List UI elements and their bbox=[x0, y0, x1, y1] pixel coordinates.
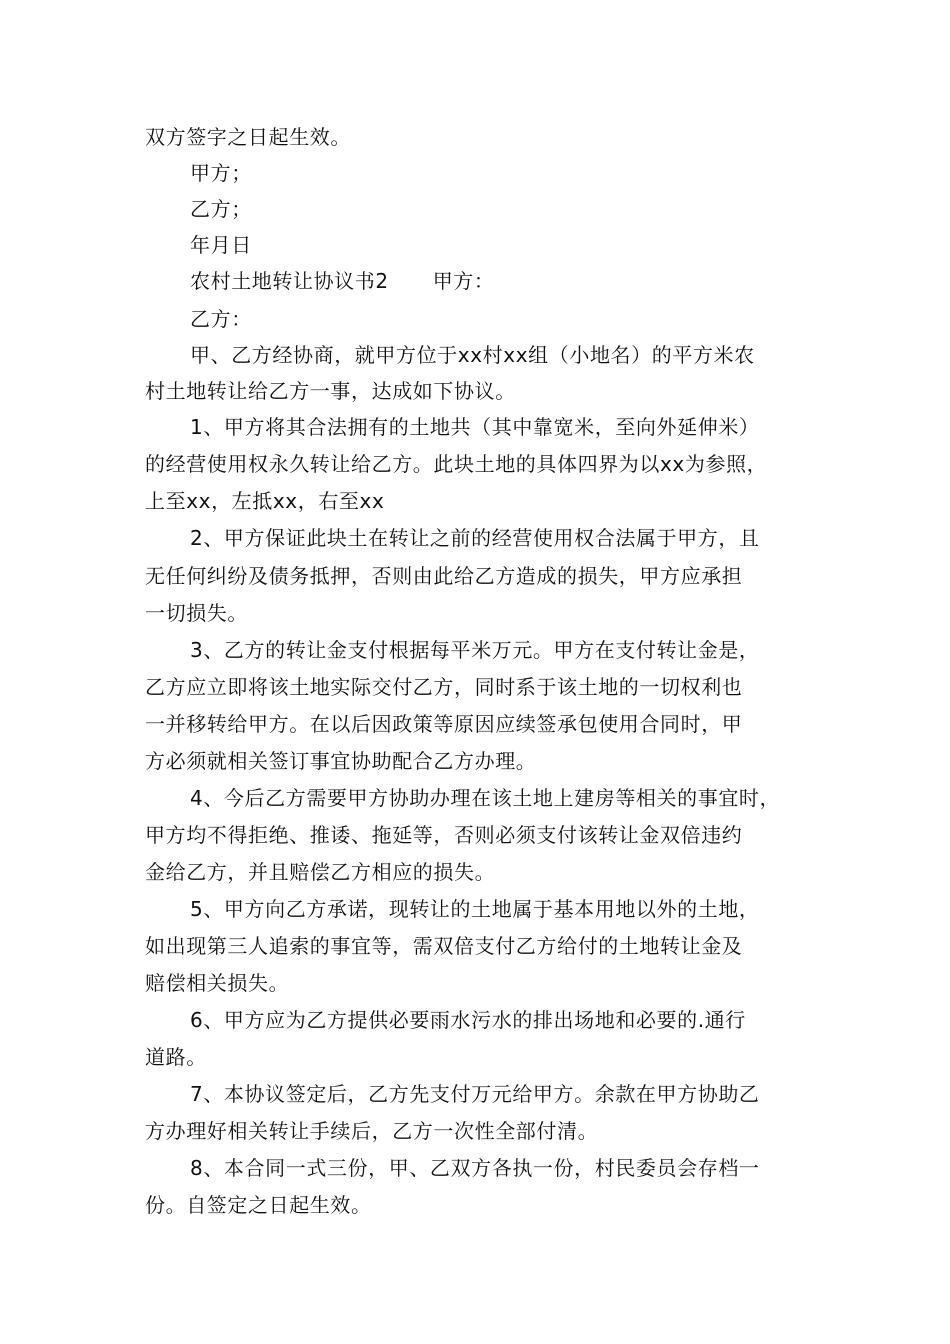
text-line: 乙方应立即将该土地实际交付乙方，同时系于该土地的一切权利也 bbox=[145, 675, 743, 699]
clause-3: 3、乙方的转让金支付根据每平米万元。甲方在支付转让金是， bbox=[190, 638, 760, 662]
text-line: 方必须就相关签订事宜协助配合乙方办理。 bbox=[145, 749, 537, 773]
text-line: 份。自签定之日起生效。 bbox=[145, 1193, 372, 1217]
text-line: 一切损失。 bbox=[145, 601, 248, 625]
text-line: 上至xx，左抵xx，右至xx bbox=[145, 489, 385, 513]
text-line: 如出现第三人追索的事宜等，需双倍支付乙方给付的土地转让金及 bbox=[145, 934, 743, 958]
text-line: 一并移转给甲方。在以后因政策等原因应续签承包使用合同时，甲 bbox=[145, 712, 743, 736]
party-b-label: 乙方： bbox=[190, 307, 252, 331]
date-label: 年月日 bbox=[190, 233, 252, 257]
text-line: 甲、乙方经协商，就甲方位于xx村xx组（小地名）的平方米农 bbox=[190, 343, 755, 367]
party-a-label: 甲方； bbox=[190, 161, 252, 185]
clause-6: 6、甲方应为乙方提供必要雨水污水的排出场地和必要的.通行 bbox=[190, 1008, 746, 1032]
text-line: 方办理好相关转让手续后，乙方一次性全部付清。 bbox=[145, 1119, 599, 1143]
text-line: 无任何纠纷及债务抵押，否则由此给乙方造成的损失，甲方应承担 bbox=[145, 564, 743, 588]
text-line: 村土地转让给乙方一事，达成如下协议。 bbox=[145, 379, 516, 403]
clause-8: 8、本合同一式三份，甲、乙双方各执一份，村民委员会存档一 bbox=[190, 1156, 760, 1180]
clause-1: 1、甲方将其合法拥有的土地共（其中靠宽米，至向外延伸米） bbox=[190, 415, 760, 439]
clause-4: 4、今后乙方需要甲方协助办理在该土地上建房等相关的事宜时， bbox=[190, 786, 781, 810]
text-line: 甲方均不得拒绝、推诿、拖延等，否则必须支付该转让金双倍违约 bbox=[145, 823, 743, 847]
text-line: 金给乙方，并且赔偿乙方相应的损失。 bbox=[145, 860, 496, 884]
clause-5: 5、甲方向乙方承诺，现转让的土地属于基本用地以外的土地， bbox=[190, 897, 760, 921]
text-line: 道路。 bbox=[145, 1045, 207, 1069]
title-line bbox=[190, 268, 810, 294]
clause-7: 7、本协议签定后，乙方先支付万元给甲方。余款在甲方协助乙 bbox=[190, 1082, 760, 1106]
clause-2: 2、甲方保证此块土在转让之前的经营使用权合法属于甲方，且 bbox=[190, 526, 760, 550]
text-line: 的经营使用权永久转让给乙方。此块土地的具体四界为以xx为参照， bbox=[145, 452, 768, 476]
document-title: 农村土地转让协议书2 bbox=[190, 269, 389, 293]
party-b-label: 乙方； bbox=[190, 197, 252, 221]
text-line: 赔偿相关损失。 bbox=[145, 971, 290, 995]
party-a-label: 甲方： bbox=[432, 269, 495, 293]
text-line: 双方签字之日起生效。 bbox=[145, 125, 351, 149]
